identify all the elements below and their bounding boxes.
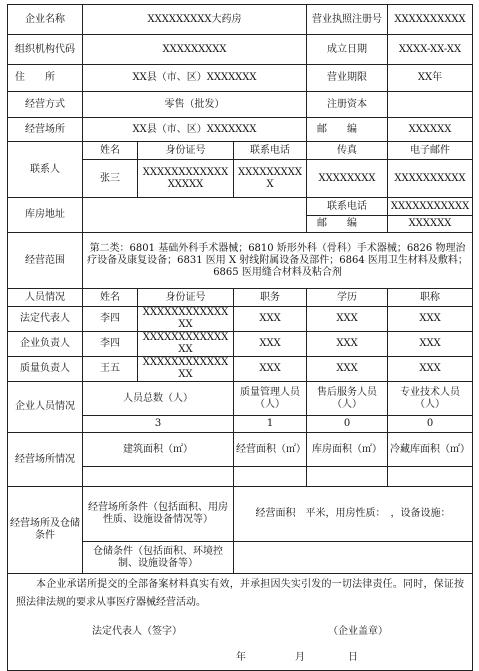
capital-label: 注册资本 <box>307 92 388 118</box>
date-line <box>10 652 470 670</box>
declaration-text: 本企业承诺所提交的全部备案材料真实有效，并承担因失实引发的一切法律责任。同时，保证按照法律法规的要求从事医疗器械经营活动。 <box>16 579 465 608</box>
area-business-value <box>234 467 307 487</box>
site-label: 经营场所 <box>8 118 83 142</box>
personnel-edu: XXX <box>307 307 388 332</box>
warehouse-postcode-label: 邮编 <box>307 216 388 233</box>
warehouse-phone-value: XXXXXXXXXXX <box>388 198 473 216</box>
postcode-label: 邮编 <box>307 118 388 142</box>
row-personnel-header <box>8 289 473 307</box>
area-warehouse-value <box>307 467 388 487</box>
area-label: 经营场所情况 <box>8 433 83 487</box>
contact-phone: XXXXXXXXXX <box>234 160 307 198</box>
signature-line <box>10 612 470 652</box>
row-company-name <box>8 5 473 35</box>
license-label: 营业执照注册号 <box>307 5 388 35</box>
contact-label: 联系人 <box>8 142 83 198</box>
seal-label: （企业盖章） <box>328 626 388 637</box>
signature-label: 法定代表人（签字） <box>92 626 182 637</box>
row-scope <box>8 233 473 289</box>
date-month-label: 月 <box>295 652 305 663</box>
staff-service: 0 <box>307 416 388 433</box>
personnel-header-title: 职称 <box>388 289 473 307</box>
contact-email: XXXXXXXXXX <box>388 160 473 198</box>
table-row <box>8 332 473 357</box>
row-site <box>8 118 473 142</box>
warehouse-value <box>83 198 307 233</box>
personnel-post: XXX <box>234 332 307 357</box>
capital-value <box>388 92 473 118</box>
personnel-header-post: 职务 <box>234 289 307 307</box>
row-staff-header <box>8 382 473 416</box>
row-mode <box>8 92 473 118</box>
personnel-edu: XXX <box>307 357 388 382</box>
personnel-post: XXX <box>234 357 307 382</box>
storage-label: 经营场所及仓储条件 <box>8 487 83 574</box>
date-year-label: 年 <box>236 652 246 663</box>
table-row <box>8 357 473 382</box>
personnel-header-role: 人员情况 <box>8 289 83 307</box>
table-row <box>8 307 473 332</box>
founded-label: 成立日期 <box>307 35 388 65</box>
staff-header-service: 售后服务人员（人） <box>307 382 388 416</box>
mode-label: 经营方式 <box>8 92 83 118</box>
contact-id: XXXXXXXXXXXXXXXXX <box>138 160 234 198</box>
personnel-id: XXXXXXXXXXXXXX <box>138 332 234 357</box>
row-warehouse-phone <box>8 198 473 216</box>
personnel-id: XXXXXXXXXXXXXX <box>138 307 234 332</box>
warehouse-phone-label: 联系电话 <box>307 198 388 216</box>
warehouse-label: 库房地址 <box>8 198 83 233</box>
contact-name: 张三 <box>83 160 138 198</box>
personnel-role: 质量负责人 <box>8 357 83 382</box>
personnel-header-edu: 学历 <box>307 289 388 307</box>
staff-header-total: 人员总数（人） <box>83 382 234 416</box>
staff-quality: 1 <box>234 416 307 433</box>
area-header-warehouse: 库房面积（㎡） <box>307 433 388 467</box>
contact-header-id: 身份证号 <box>138 142 234 160</box>
row-contact-header <box>8 142 473 160</box>
term-value: XX年 <box>388 65 473 92</box>
area-building-value <box>83 467 234 487</box>
contact-header-email: 电子邮件 <box>388 142 473 160</box>
org-code-value: XXXXXXXXX <box>83 35 307 65</box>
date-day-label: 日 <box>348 652 358 663</box>
staff-label: 企业人员情况 <box>8 382 83 433</box>
contact-header-phone: 联系电话 <box>234 142 307 160</box>
row-storage-site <box>8 487 473 542</box>
personnel-name: 李四 <box>83 307 138 332</box>
area-header-cold: 冷藏库面积（㎡） <box>388 433 473 467</box>
personnel-id: XXXXXXXXXXXXXX <box>138 357 234 382</box>
enterprise-record-form <box>7 4 473 671</box>
personnel-role: 法定代表人 <box>8 307 83 332</box>
area-header-business: 经营面积（㎡） <box>234 433 307 467</box>
storage-site-condition-label: 经营场所条件（包括面积、用房性质、设施设备情况等） <box>83 487 234 542</box>
row-area-header <box>8 433 473 467</box>
row-declaration <box>8 574 473 671</box>
staff-header-quality: 质量管理人员（人） <box>234 382 307 416</box>
personnel-title: XXX <box>388 307 473 332</box>
row-org-code <box>8 35 473 65</box>
founded-value: XXXX-XX-XX <box>388 35 473 65</box>
address-label: 住所 <box>8 65 83 92</box>
personnel-name: 李四 <box>83 332 138 357</box>
address-value: XX县（市、区）XXXXXXX <box>83 65 307 92</box>
personnel-edu: XXX <box>307 332 388 357</box>
warehouse-postcode-value: XXXXXX <box>388 216 473 233</box>
personnel-name: 王五 <box>83 357 138 382</box>
personnel-header-id: 身份证号 <box>138 289 234 307</box>
contact-header-name: 姓名 <box>83 142 138 160</box>
personnel-title: XXX <box>388 357 473 382</box>
personnel-header-name: 姓名 <box>83 289 138 307</box>
org-code-label: 组织机构代码 <box>8 35 83 65</box>
staff-header-tech: 专业技术人员（人） <box>388 382 473 416</box>
row-address <box>8 65 473 92</box>
staff-tech: 0 <box>388 416 473 433</box>
company-name-value: XXXXXXXXX大药房 <box>83 5 307 35</box>
staff-total: 3 <box>83 416 234 433</box>
postcode-value: XXXXXX <box>388 118 473 142</box>
contact-fax: XXXXXXXX <box>307 160 388 198</box>
mode-value: 零售（批发） <box>83 92 307 118</box>
contact-header-fax: 传真 <box>307 142 388 160</box>
scope-value: 第二类：6801 基础外科手术器械；6810 矫形外科（骨科）手术器械；6826 物理治疗设备及康复设备；6831 医用 X 射线附属设备及部件；6864 医用卫生材料及敷料；6865 医用缝合材料及粘合剂 <box>83 233 473 289</box>
storage-warehouse-condition-label: 仓储条件（包括面积、环境控制、设施设备等） <box>83 542 234 574</box>
license-value: XXXXXXXXXX <box>388 5 473 35</box>
personnel-title: XXX <box>388 332 473 357</box>
storage-warehouse-condition-value <box>234 542 473 574</box>
declaration-block <box>8 574 473 671</box>
area-cold-value <box>388 467 473 487</box>
personnel-post: XXX <box>234 307 307 332</box>
storage-site-condition-value: 经营面积 平米，用房性质： ，设备设施： <box>234 487 473 542</box>
personnel-role: 企业负责人 <box>8 332 83 357</box>
site-value: XX县（市、区）XXXXXXX <box>83 118 307 142</box>
area-header-building: 建筑面积（㎡） <box>83 433 234 467</box>
company-name-label: 企业名称 <box>8 5 83 35</box>
term-label: 营业期限 <box>307 65 388 92</box>
scope-label: 经营范围 <box>8 233 83 289</box>
